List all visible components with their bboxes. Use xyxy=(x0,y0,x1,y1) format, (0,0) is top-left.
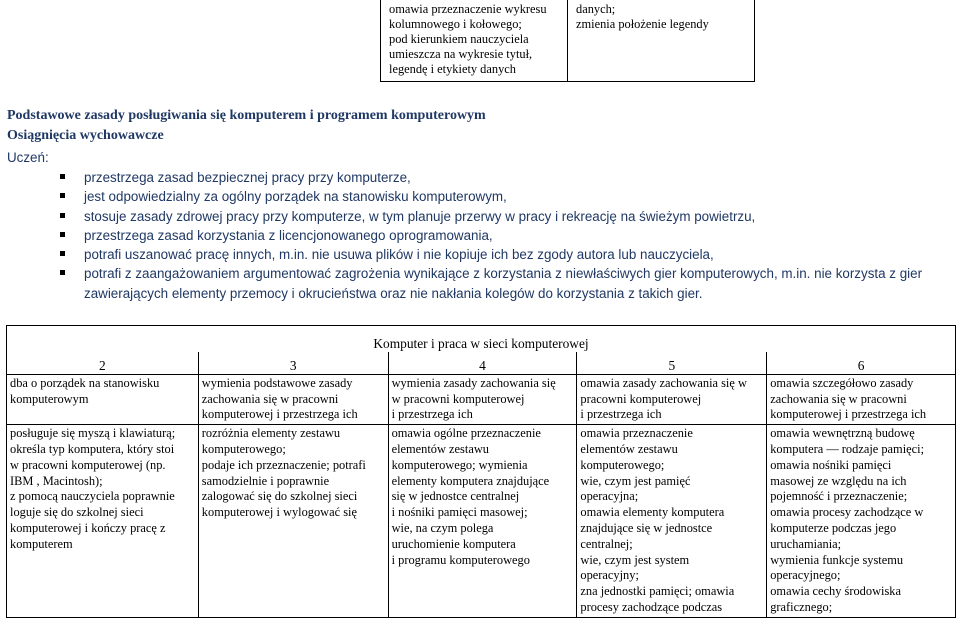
cell-line: komputera — rodzaje pamięci; xyxy=(770,441,925,456)
grade-cell xyxy=(577,374,767,424)
bullet-icon xyxy=(60,232,65,237)
grade-cell xyxy=(577,425,767,618)
cell-line: w pracowni komputerowej xyxy=(391,391,525,406)
cell-line: procesy zachodzące podczas xyxy=(580,599,723,614)
cell-line: samodzielnie i poprawnie xyxy=(201,473,330,488)
cell-line: zna jednostki pamięci; omawia xyxy=(580,584,735,599)
grade-cell xyxy=(767,374,956,424)
cell-line: elementy komputera znajdujące xyxy=(391,473,550,488)
bullet-icon xyxy=(60,251,65,256)
list-item: stosuje zasady zdrowej pracy przy komputerze, w tym planuje przerwy w pracy i rekreację na świeżym powietrzu, xyxy=(60,207,940,226)
cell-line: operacyjnego; xyxy=(770,568,841,583)
grade-cell xyxy=(388,425,577,618)
cell-line: i przestrzega ich xyxy=(580,407,662,422)
cell-line: z pomocą nauczyciela poprawnie xyxy=(10,489,175,504)
cell-line: omawia ogólne przeznaczenie xyxy=(391,426,541,441)
cell-line: i przestrzega ich xyxy=(391,407,473,422)
cell-line: komputerze podczas jego xyxy=(770,520,897,535)
cell-line: komputerowego; xyxy=(201,441,286,456)
cell-line: komputerem xyxy=(10,536,73,551)
cell-line: posługuje się myszą i klawiaturą; xyxy=(10,426,176,441)
cell-line: wymienia funkcje systemu xyxy=(770,552,904,567)
cell-line: zachowania się w pracowni xyxy=(201,391,339,406)
cell-line: pracowni komputerowej xyxy=(580,391,702,406)
cell-line: w pracowni komputerowej (np. xyxy=(10,457,166,472)
grade-cell xyxy=(198,425,388,618)
cell-line: operacyjna; xyxy=(580,489,639,504)
grade-column-header: 3 xyxy=(198,352,388,375)
grade-cell xyxy=(388,374,577,424)
list-item: potrafi z zaangażowaniem argumentować zagrożenia wynikające z korzystania z niewłaściwych gier komputerowych, m.in. nie korzysta z gier zawierających elementy przemocy i okrucieństwa oraz nie nakłania kolegów do korzystania z takich gier. xyxy=(60,264,940,303)
list-item: potrafi uszanować pracę innych, m.in. nie usuwa plików i nie kopiuje ich bez zgody autora lub nauczyciela, xyxy=(60,245,940,264)
cell-line: graficznego; xyxy=(770,599,833,614)
cell-line: znajdujące się w jednostce xyxy=(580,520,713,535)
grade-cell xyxy=(7,425,199,618)
cell-line: IBM , Macintosh); xyxy=(10,473,103,488)
cell-line: komputerowego; xyxy=(580,457,665,472)
grade-table xyxy=(6,325,956,618)
bullet-icon xyxy=(60,213,65,218)
cell-line: i nośniki pamięci masowej; xyxy=(391,505,528,520)
top-line: zmienia położenie legendy xyxy=(576,17,709,31)
cell-line: operacyjny; xyxy=(580,568,639,583)
cell-line: się w jednostce centralnej xyxy=(391,489,520,504)
top-line: umieszcza na wykresie tytuł, xyxy=(389,47,533,61)
top-table-cell-right xyxy=(568,0,755,82)
bullet-icon xyxy=(60,174,65,179)
grade-column-header: 5 xyxy=(577,352,767,375)
cell-line: pojemność i przeznaczenie; xyxy=(770,489,908,504)
list-item: przestrzega zasad korzystania z licencjonowanego oprogramowania, xyxy=(60,226,940,245)
cell-line: elementów zestawu xyxy=(391,441,489,456)
cell-line: omawia szczegółowo zasady xyxy=(770,375,914,390)
list-item: jest odpowiedzialny za ogólny porządek na stanowisku komputerowym, xyxy=(60,187,940,206)
cell-line: rozróżnia elementy zestawu xyxy=(201,426,341,441)
grade-table-title: Komputer i praca w sieci komputerowej xyxy=(7,326,956,352)
cell-line: omawia wewnętrzną budowę xyxy=(770,426,915,441)
grade-column-header: 4 xyxy=(388,352,577,375)
cell-line: omawia elementy komputera xyxy=(580,505,725,520)
bullet-icon xyxy=(60,270,65,275)
top-line: pod kierunkiem nauczyciela xyxy=(389,32,529,46)
grade-column-header: 2 xyxy=(7,352,199,375)
cell-line: omawia nośniki pamięci xyxy=(770,457,892,472)
grade-cell xyxy=(198,374,388,424)
section-subtitle: Osiągnięcia wychowawcze xyxy=(7,128,164,143)
cell-line: komputerowego; wymienia xyxy=(391,457,528,472)
cell-line: wymienia podstawowe zasady xyxy=(201,375,353,390)
list-item: przestrzega zasad bezpiecznej pracy przy komputerze, xyxy=(60,168,940,187)
top-table-cell-left xyxy=(381,0,568,82)
top-line: legendę i etykiety danych xyxy=(389,62,516,76)
cell-line: centralnej; xyxy=(580,536,633,551)
top-line: danych; xyxy=(576,2,616,16)
cell-line: komputerowym xyxy=(10,391,89,406)
cell-line: podaje ich przeznaczenie; potrafi xyxy=(201,457,366,472)
cell-line: omawia przeznaczenie xyxy=(580,426,693,441)
cell-line: dba o porządek na stanowisku xyxy=(10,375,160,390)
top-line: kolumnowego i kołowego; xyxy=(389,17,522,31)
grade-cell xyxy=(7,374,199,424)
cell-line: komputerowej i przestrzega ich xyxy=(770,407,927,422)
cell-line: omawia cechy środowiska xyxy=(770,584,901,599)
rules-list xyxy=(60,168,940,303)
top-line: omawia przeznaczenie wykresu xyxy=(389,2,547,16)
section-intro: Uczeń: xyxy=(7,150,49,165)
cell-line: loguje się do szkolnej sieci xyxy=(10,505,144,520)
cell-line: masowej ze względu na ich xyxy=(770,473,907,488)
cell-line: omawia zasady zachowania się w xyxy=(580,375,747,390)
cell-line: wie, czym jest system xyxy=(580,552,690,567)
cell-line: zachowania się w pracowni xyxy=(770,391,907,406)
table-row xyxy=(7,425,956,618)
table-row xyxy=(7,374,956,424)
cell-line: uruchamiania; xyxy=(770,536,842,551)
cell-line: określa typ komputera, który stoi xyxy=(10,441,175,456)
section-title: Podstawowe zasady posługiwania się komputerem i programem komputerowym xyxy=(7,108,486,123)
cell-line: wymienia zasady zachowania się xyxy=(391,375,556,390)
cell-line: komputerowej i przestrzega ich xyxy=(201,407,358,422)
bullet-icon xyxy=(60,193,65,198)
grade-cell xyxy=(767,425,956,618)
cell-line: komputerowej i kończy pracę z xyxy=(10,520,166,535)
cell-line: i programu komputerowego xyxy=(391,552,530,567)
cell-line: komputerowej i wylogować się xyxy=(201,505,357,520)
cell-line: wie, na czym polega xyxy=(391,520,494,535)
cell-line: wie, czym jest pamięć xyxy=(580,473,691,488)
cell-line: zalogować się do szkolnej sieci xyxy=(201,489,358,504)
top-table-fragment xyxy=(380,0,755,82)
cell-line: elementów zestawu xyxy=(580,441,678,456)
cell-line: uruchomienie komputera xyxy=(391,536,516,551)
grade-column-header: 6 xyxy=(767,352,956,375)
cell-line: omawia procesy zachodzące w xyxy=(770,505,924,520)
